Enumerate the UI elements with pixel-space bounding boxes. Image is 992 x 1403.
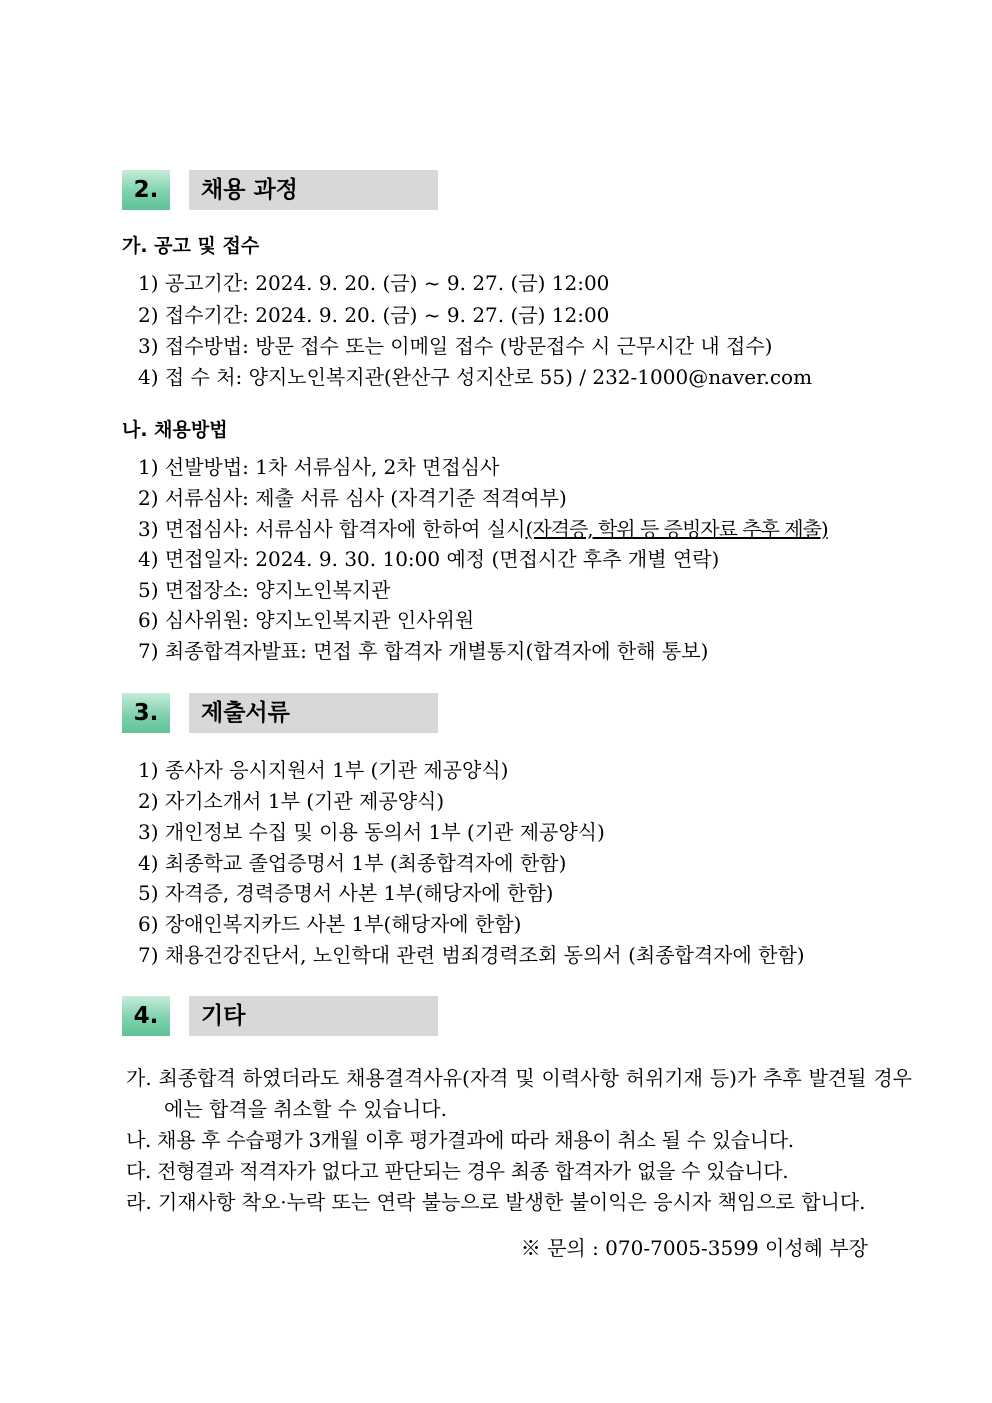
section-number: 4. xyxy=(122,996,170,1036)
list-item xyxy=(138,514,828,544)
list-item: 1) 종사자 응시지원서 1부 (기관 제공양식) xyxy=(138,758,509,782)
section-title: 채용 과정 xyxy=(189,170,438,210)
list-item: 1) 선발방법: 1차 서류심사, 2차 면접심사 xyxy=(138,455,500,479)
list-item: 4) 접 수 처: 양지노인복지관(완산구 성지산로 55) / 232-1000@naver.com xyxy=(138,365,813,389)
list-item: 4) 최종학교 졸업증명서 1부 (최종합격자에 한함) xyxy=(138,851,567,875)
list-item: 7) 채용건강진단서, 노인학대 관련 범죄경력조회 동의서 (최종합격자에 한함) xyxy=(138,943,805,967)
item-text: 3) 면접심사: 서류심사 합격자에 한하여 실시 xyxy=(138,517,526,541)
subheading-method: 나. 채용방법 xyxy=(122,419,228,441)
list-item: 5) 면접장소: 양지노인복지관 xyxy=(138,578,391,602)
section-number: 3. xyxy=(122,693,170,733)
list-item: 7) 최종합격자발표: 면접 후 합격자 개별통지(합격자에 한해 통보) xyxy=(138,639,709,663)
note-item: 라. 기재사항 착오·누락 또는 연락 불능으로 발생한 불이익은 응시자 책임으로 합니다. xyxy=(126,1190,866,1214)
section-title: 제출서류 xyxy=(189,693,438,733)
underlined-note: (자격증, 학위 등 증빙자료 추후 제출) xyxy=(525,517,828,541)
note-item: 다. 전형결과 적격자가 없다고 판단되는 경우 최종 합격자가 없을 수 있습니다. xyxy=(126,1159,789,1183)
note-item: 가. 최종합격 하였더라도 채용결격사유(자격 및 이력사항 허위기재 등)가 추후 발견될 경우에는 합격을 취소할 수 있습니다. xyxy=(126,1066,912,1121)
list-item: 6) 장애인복지카드 사본 1부(해당자에 한함) xyxy=(138,912,522,936)
section-title: 기타 xyxy=(189,996,438,1036)
note-item: 나. 채용 후 수습평가 3개월 이후 평가결과에 따라 채용이 취소 될 수 있습니다. xyxy=(126,1128,794,1152)
list-item: 2) 접수기간: 2024. 9. 20. (금) ~ 9. 27. (금) 12:00 xyxy=(138,303,610,327)
contact-info: ※ 문의 : 070-7005-3599 이성혜 부장 xyxy=(520,1236,868,1260)
list-item: 4) 면접일자: 2024. 9. 30. 10:00 예정 (면접시간 후추 개별 연락) xyxy=(138,547,720,571)
list-item: 3) 개인정보 수집 및 이용 동의서 1부 (기관 제공양식) xyxy=(138,820,605,844)
list-item: 1) 공고기간: 2024. 9. 20. (금) ~ 9. 27. (금) 12:00 xyxy=(138,271,610,295)
list-item: 6) 심사위원: 양지노인복지관 인사위원 xyxy=(138,608,475,632)
list-item: 2) 서류심사: 제출 서류 심사 (자격기준 적격여부) xyxy=(138,486,567,510)
list-item: 2) 자기소개서 1부 (기관 제공양식) xyxy=(138,789,445,813)
section-number: 2. xyxy=(122,170,170,210)
subheading-announcement: 가. 공고 및 접수 xyxy=(122,235,260,257)
list-item: 5) 자격증, 경력증명서 사본 1부(해당자에 한함) xyxy=(138,881,554,905)
list-item: 3) 접수방법: 방문 접수 또는 이메일 접수 (방문접수 시 근무시간 내 접수) xyxy=(138,334,773,358)
